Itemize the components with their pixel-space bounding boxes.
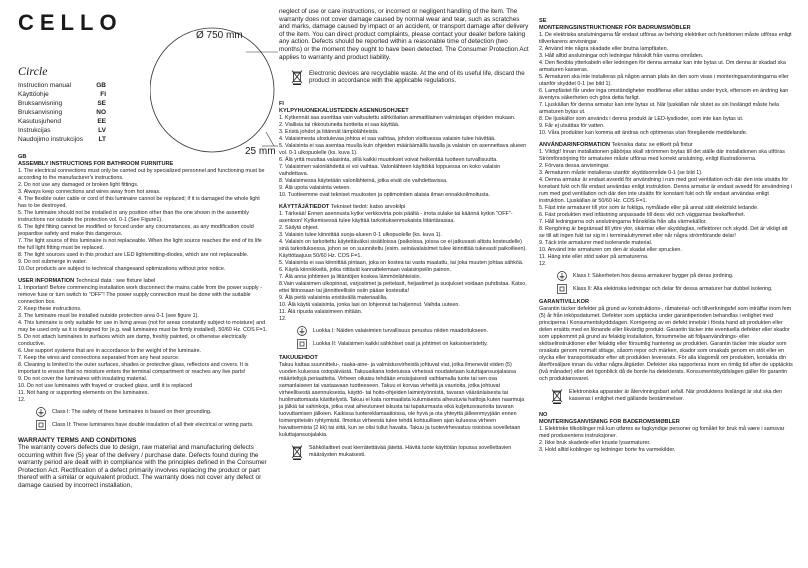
list-item: 5. Do not attach luminaires to surfaces which are damp, freshly painted, or otherwise electrically conductive. [18, 334, 247, 347]
list-item: 6. Lampfästet får under inga omständigheter modifieras eller sättas under tryck, eftersom en ändring kan äventyra säkerheten och göra detta farligt. [539, 88, 789, 101]
list-item: 6. Use support systems that are in accordance to the weight of the luminaire. [18, 348, 202, 354]
user-info-title-se: ANVÄNDARINFORMATION [539, 142, 611, 148]
user-info-list-fi [279, 211, 529, 323]
language-item [18, 126, 106, 135]
class2-row-se [557, 284, 794, 294]
list-item: 10. Våra produkter kan komma att ändras och optimeras utan föregående meddelande. [539, 130, 748, 136]
warranty-title-gb: WARRANTY TERMS AND CONDITIONS [18, 437, 137, 444]
language-label: Instrukcijas [18, 127, 51, 134]
language-code: LT [98, 136, 106, 143]
assembly-list-se [539, 32, 794, 137]
list-item: 4. This luminaire is only suitable for use in living areas (not for areas constantly subject to moisture) and may be used only as it is designed for (e.g. wall luminaires must be firmly installed). 50/60 Hz. COS F=1. [18, 320, 268, 333]
user-info-subtitle-fi: Tekniset tiedot: katso arvokilpi [330, 204, 406, 211]
language-item [18, 135, 106, 144]
brand-logo: CELLO [18, 10, 123, 35]
assembly-title-fi: KYLPYHUONEKALUSTEIDEN ASENNUSOHJEET [279, 108, 409, 115]
language-label: Bruksanvisning [18, 109, 63, 116]
warranty-text-se: Garantin täcker defekter på grund av konstruktions-, råmaterial- och tillverkningsfel som inträffar inom fem (5) år från inköpsdatumet. Defekter som upptäcks under garantiperioden behandlas i enlighet med principerna i Konsumentskyddslagen. Korrigering av en defekt innebär i första hand att produkten eller delen ersätts med en liknande eller likvärdig produkt. Garantin täcker inte eventuella defekter eller skador som uppkommit på grund av felaktig installation, försummelse att följaanvändnings- eller skötselinstruktioner eller felaktig eller försumlig hantering av produkten. Garantin täcker inte skador som orsakats genom normalt slitage, såsom repor och märken, skador som orsakats genom en stöt eller en olycka eller transportskador efter att produkten levererats. För alla klagomål om produkten, kontakta din återförsäljare innan du vidtar några åtgärder. Defekter ska rapporteras inom en rimlig tid efter de upptäckts (två månader) eller det ögonblick då de borde ha detekterats. Konsumentskyddslagen gäller för garantin och produktansvaret. [539, 306, 793, 382]
list-item: 1. The electrical connections must only be carried out by specialized personnel and functioning must be according to the manufacturer's instructions. [18, 168, 265, 181]
class2-text-se: Klass II: Alla elektriska ledningar och delar för dessa armaturer har dubbel isolering. [573, 285, 773, 292]
list-item: 5. Armaturen ska inte installeras på någon annan plats än den som visas i monteringsanvisningarna eller utanför skyddet 0-1 (se bild 1). [539, 74, 789, 87]
list-item: 9. Do not submerge in water. [18, 259, 87, 265]
list-item: 8. The light sources used in this product are LED lightemitting-diodes, which are not replaceable. [18, 252, 249, 258]
list-item: 2. Förvara dessa anvisningar. [539, 163, 610, 169]
class2-text-gb: Class II: These luminaires have double insulation of all their electrical or wiring parts. [52, 421, 254, 428]
list-item: 4. Den flexibla ytterkabeln eller ledningen för denna armatur kan inte bytas ut. Om denna är skadad ska armaturen kasseras. [539, 60, 786, 73]
list-item: 11. Not hang or supporting elements on the luminaires. [18, 390, 149, 396]
section-code-fi: FI [279, 101, 284, 108]
section-code-no: NO [539, 412, 548, 418]
list-item: 10. Do not use luminaires with frayed or cracked glass, until it is replaced [18, 383, 193, 389]
list-item: 7. The light source of this luminaire is not replaceable. When the light source reaches the end of its life the full light fitting must be replaced. [18, 238, 262, 251]
language-code: LV [98, 127, 106, 134]
diameter-label: Ø 750 mm [196, 30, 243, 41]
assembly-title-gb: ASSEMBLY INSTRUCTIONS FOR BATHROOM FURNITURE [18, 161, 174, 167]
list-item: 9. Älä peitä valaisinta eristävällä materiaalilla. [279, 295, 388, 302]
class1-row-gb [36, 407, 268, 417]
class1-row-se [557, 271, 794, 281]
ground-class1-icon [36, 407, 46, 417]
list-item: 2. Keep these instructions. [18, 306, 82, 312]
recycle-text-fi: Sähkölaitteet ovat kierrätettävää jätettä. Hävitä tuote käyttöiän lopussa sovellettavien määräysten mukaisesti. [309, 445, 512, 459]
language-label: Bruksanvisning [18, 100, 63, 107]
list-item: 1. Elektriske tilkoblinger må kun utføres av fagkyndige personer og fomålet for bruk må være i samsvar med produsentens instruksjoner. [539, 426, 785, 439]
list-item: 7. Valaisimen valonlähdettä ei voi vaihtaa. Valonlähteen käyttöikä loppuessa on koko valaisin vaihdettava. [279, 164, 501, 178]
list-item: 12. [279, 316, 287, 323]
list-item: 2. Do not use any damaged or broken light fittings. [18, 182, 139, 188]
language-label: Käyttöohje [18, 91, 49, 98]
recycle-row-gb [291, 69, 529, 85]
user-info-title-gb: USER INFORMATION [18, 278, 75, 284]
list-item: 1. Kytkennät saa suorittaa vain valtuutettu sähkölaitan ammattilainen valmistajan ohjeiden mukaan. [279, 115, 516, 122]
class1-text-gb: Class I: The safety of these luminaires is based on their grounding. [52, 408, 212, 415]
recycle-text-gb: Electronic devices are recyclable waste. At the end of its useful life, discard the product in accordance with the applicable regulations. [309, 69, 525, 85]
list-item: 4. Denna armatur är endast avsedd för användning i rum med god ventilation och där den inte utsätts för konstant fukt och får endast användas enligt instruktion. Denna armatur är endast avsedd för användning i rum med god ventilation och där den inte utsätts för konstant fukt och får endast användas enligt instruktion. Ljuskällan är 50/60 Hz. COS F=1. [539, 177, 793, 204]
list-item: 7. Håll ledningarna och anslutningarna frånskilda från alla värmekällor. [539, 219, 707, 225]
list-item: 3. Hold alltid koblinger og ledninger borte fra varmekilder. [539, 447, 676, 453]
list-item: 6. Käytä kiinnikkeitä, jotka riittävät kannattelemaan valaisinpeilin painon. [279, 267, 452, 274]
crossed-bin-icon [291, 69, 303, 85]
assembly-title-no: MONTERINGSANVISNING FOR BADEROMSMØBLER [539, 419, 680, 425]
list-item: 6. Älä yritä muuttaa valaisinta, sillä kaikki muutokset voivat heikentää tuotteen turvallisuutta. [279, 157, 498, 164]
assembly-list-no [539, 426, 794, 454]
list-item: 8. Valaisimessa käytetään valonlähteinä, jotka eivät ole vaihdettavissa. [279, 178, 448, 185]
list-item: 5. Valaisinta ei saa asentaa muulla kuin ohjeiden määräämällä tavalla ja valaisin on asennettava alueen vol. 0-1 ulkopuolelle (ks. kuva 1). [279, 143, 527, 157]
list-item: 1. Important! Before commencing installation work disconnect the mains cable from the power supply - remove fuse or turn switch to "OFF"! The power supply connection must be done with the suitable connection box. [18, 285, 262, 305]
list-item: 1. De elektriska anslutningarna får endast utföras av behörig elektriker och funktionen måste utföras enligt tillverkarens anvisningar. [539, 32, 792, 45]
warranty-continued-gb: neglect of use or care instructions, or incorrect or negligent handling of the item. The warranty does not cover damage caused by normal wear and tear, such as scratches and marks, damage caused by impact or an accident, or transport damage after delivery of the item. You can direct product complaints, please contact your dealer before taking any action. Defects should be reported within a reasonable time of detection (two months) or the moment they ought to have been detected. The Consumer Protection Act applies to warranty and product liability. [279, 8, 529, 61]
list-item: 3. Valaisin tulee kiinnittää suoja-alueen 0-1 ulkopuolelle (ks. kuva 1). [279, 232, 442, 239]
mirror-outline [150, 28, 274, 152]
recycle-row-se [551, 388, 794, 404]
list-item: 2. Säilytä ohjeet. [279, 225, 319, 232]
list-item: 7. Ljuskällan för denna armatur kan inte bytas ut. När ljuskällan når slutet av sin livslängd måste hela armaturen bytas ut. [539, 102, 780, 115]
column-3 [539, 8, 794, 454]
user-info-list-se [539, 149, 794, 268]
list-item: 1. Tärkeää! Ennen asennusta kytke verkkovirta pois päältä - irrota sulake tai käännä kytkin "OFF"-asentoon! Kytkemisessä tulee käyttää tarkoituksenmukaista liitäntärasiaa. [279, 211, 513, 225]
list-item: 10.Our products are subject to technical changesand optimizations without prior notice. [18, 266, 226, 272]
language-item [18, 81, 106, 90]
list-item: 3. Armaturen måste installeras utanför skyddsområde 0-1 (se bild 1). [539, 170, 703, 176]
list-item: 2. Viallisia tai rikkoutuneita tuotteita ei saa käyttää. [279, 122, 400, 129]
warranty-text-fi: Takuu kattaa suunnittelu-, raaka-aine- ja valmistusvirheistä johtuvat viat, jotka ilmenevät viiden (5) vuoden kuluessa ostopäivästä. Takuuaikana todetuissa virheissä noudatetaan kuluttajansuojalaissa määriteltyjä periaatteita. Virheen oikaisu tehdään ensisijaisesti vaihtamalla tuote tai sen osa samanlaiseen tai vastaavaan tuotteeseen. Takuu ei korvaa virheitä ja vaurioita, jotka johtuvat virheellisestä asennuksesta, käyttö- tai hoito-ohjeiden laiminlyönnistä, tavaran vääränlaisesta tai huolimattomasta käsittelystä. Takuu ei kata normaalista kulumisesta aiheutuvia haittoja kuten naarmuja ja jälkiä tai vahinkoja, jotka ovat aiheutuneet iskusta tai tapaturmasta eikä kuljetusvaurioita tavaran luovuttamisen jälkeen. Kaikissa tuotereklamaatioissa, ole hyvä ja ota yhteyttä jälleenmyyjään ennen toimenpiteisiin ryhtymistä. Ilmoitus virheestä tulee tehdä kohtuullisen ajan kuluessa virheen havaitsemista (2 kk) tai siitä, kun se olisi tullut havaita. Takuu ja tuotevirhevastuu osioissa sovelletaan kuluttajansuojalakia. [279, 362, 525, 439]
depth-leader [266, 132, 274, 146]
assembly-list-gb [18, 168, 268, 273]
list-item: 6. Fäst produkten med infästning anpassade till dess vikt och väggarnas beskaffenhet. [539, 212, 746, 218]
list-item: 8. Rengöring är begränsad till yttre ytor, skärmar eller skyddsglas, reflektorer och skydd. Det är viktigt att se till att ingen fukt tar sig in i terminalutrymmet eller når några strömförande delar! [539, 226, 788, 239]
user-info-heading-gb [18, 278, 268, 285]
user-info-title-fi: KÄYTTÄJÄTIEDOT [279, 204, 330, 211]
list-item: 7. Keep the wires and connections separated from any heat source. [18, 355, 180, 361]
list-item: 2. Använd inte några skadade eller brutna lampfästen. [539, 46, 669, 52]
language-code: EE [97, 118, 106, 125]
language-code: GB [96, 82, 106, 89]
depth-label: 25 mm [245, 146, 276, 157]
ground-class1-icon [297, 326, 307, 336]
language-item [18, 99, 106, 108]
ground-class1-icon [557, 271, 567, 281]
column-2 [279, 8, 529, 460]
list-item: 10. Älä käytä valaisinta, jonka lasi on lohjennut tai haljennut. Vaihda uuteen. [279, 302, 460, 309]
section-code-gb: GB [18, 154, 27, 160]
language-code: SE [97, 100, 106, 107]
list-item: 3. The luminaire must be installed outside protection area 0-1 (see figure 1). [18, 313, 199, 319]
section-code-se: SE [539, 18, 547, 24]
user-info-heading-fi [279, 204, 529, 211]
language-label: Naudojimo instrukcijos [18, 136, 84, 143]
warranty-title-se: GARANTIVILLKOR [539, 299, 590, 305]
double-insulation-icon [557, 284, 567, 294]
class1-text-se: Klass I: Säkerheten hos dessa armaturer bygger på deras jordning. [573, 272, 734, 279]
list-item: 12. [18, 397, 26, 403]
user-info-heading-se [539, 142, 794, 149]
list-item: 3. Håll alltid anslutningar och ledningar frånskilt från varma områden. [539, 53, 704, 59]
class2-row-gb [36, 420, 268, 430]
language-item [18, 108, 106, 117]
crossed-bin-icon [291, 444, 303, 460]
class1-text-fi: Luokka I: Näiden valaisimien turvallisuus perustuu niiden maadoitukseen. [313, 327, 488, 334]
language-item [18, 117, 106, 126]
list-item: 9. Täck inte armaturer med isolerande material. [539, 240, 653, 246]
class2-text-fi: Luokka II: Valaisimen kaikki sähköiset osat ja johtimet on kaksoiseristetty. [313, 340, 488, 347]
user-info-subtitle-se: Tekniska data: se etikett på fixtur [611, 142, 693, 148]
language-code: NO [96, 109, 106, 116]
class1-row-fi [297, 326, 529, 336]
user-info-subtitle-gb: Technical data : see fixture label [75, 278, 156, 284]
product-name: Circle [18, 64, 48, 78]
assembly-title-se: MONTERINGSINSTRUKTIONER FÖR BADRUMSMÖBLER [539, 25, 691, 31]
list-item: 4. Valaisimesta ulostulevaa johtoa ei saa vaihtaa, johdon vioittuessa valaisin tulee hävittää. [279, 136, 496, 143]
recycle-text-se: Elektroniska apparater är återvinningsbart avfall. När produktens livslängd är slut ska den kasseras i enlighet med gällande bestämmelser. [569, 389, 783, 402]
list-item: 1. Viktigt! Innan installationen påbörjas skall strömmen brytas till det ställe där installationen ska utföras Strömförsörjning för armaturen måste utföras med korrekt anslutning, enligt illustrationerna. [539, 149, 785, 162]
assembly-list-fi [279, 115, 529, 199]
list-item: 12. [539, 261, 547, 267]
list-item: 11. Älä ripusta valaisimeen mitään. [279, 309, 363, 316]
list-item: 5. Valaisinta ei saa kiinnittää pintaan, joka on kostea tai vasta maalattu, tai joka muuten johtaa sähköä. [279, 260, 524, 267]
language-label: Kasutusjuhend [18, 118, 62, 125]
list-item: 10. Använd inte armaturen om den är skadat eller sprucken. [539, 247, 682, 253]
list-item: 7. Älä anna johtimien ja liitäntöjen koskea lämmönlähteisiin. [279, 274, 422, 281]
list-item: 6. The light fitting cannot be modified or forced under any circumstances, as any modification could jeopardise safety and make this dangerous. [18, 224, 254, 237]
list-item: 3. Always keep connections and wires away from hot areas. [18, 189, 161, 195]
double-insulation-icon [297, 339, 307, 349]
user-info-list-gb [18, 285, 268, 404]
list-item: 4. The flexible outer cable or cord of this luminaire cannot be replaced; if it is damaged the whole light has to be destroyed. [18, 196, 260, 209]
list-item: 5. Fäst inte armaturer till ytor som är fuktiga, nymålade eller på annat sätt elektriskt ledande. [539, 205, 759, 211]
list-item: 11. Häng inte eller stöd saker på armaturerna. [539, 254, 649, 260]
list-item: 8. Cleaning is limited to the outer surfaces, shades or protective glass, reflectors and covers. It is important to ensure that no moisture enters the terminal compartment or reaches any live parts! [18, 362, 249, 375]
list-item: 8. De ljuskällor som används i denna produkt är LED-lysdioder, som inte kan bytas ut. [539, 116, 744, 122]
class2-row-fi [297, 339, 529, 349]
warranty-title-fi: TAKUUEHDOT [279, 355, 318, 362]
list-item: 9. Älä upota valaisinta veteen. [279, 185, 351, 192]
list-item: 2. Ikke bruk skadede eller knuste lysarmaturer. [539, 440, 651, 446]
language-item [18, 90, 106, 99]
warranty-text-gb: The warranty covers defects due to design, raw material and manufacturing defects occurring within five (5) year of the delivery / purchase date. Defects found during the warranty period are dealt with in compliance with the principles defined in the Consumer Protection Act. Rectification of a defect primarily involves replacing the product or part thereof with a similar or equivalent product. The warranty does not cover any defect or damage caused by incorrect installation, [18, 444, 267, 489]
language-label: Instruction manual [18, 82, 72, 89]
mirror-drawing [150, 20, 290, 160]
list-item: 5. The luminaire should not be installed in any position other than the one shown in the assembly instructions nor outside the protection vol. 0-1 (See Figure1). [18, 210, 249, 223]
list-item: 9. Do not cover the luminaires with insulating material. [18, 376, 148, 382]
list-item: 9. Får ej utsättas för vatten. [539, 123, 605, 129]
list-item: 4. Valaisin on tarkoitettu käytettäväksi sisätiloissa (paikoissa, joissa ce ei jatkuvasti altistu kosteudelle) sinä tarkoituksessa, johon se on suunniteltu (esim. seinävalaisimet tulee kiinnittää tukevasti paikoilleen). Käyttötaajuus 50/60 Hz. COS F=1. [279, 239, 527, 260]
language-code: FI [100, 91, 106, 98]
list-item: 8.Vain valaisimen ulkopinnat, varjostimet ja peitelasit, heijastimet ja suojukset voidaan puhdistaa. Katso, ettei liitinosaan tai jännitteellisiin osiin pääse kosteutta! [279, 281, 527, 295]
list-item: 3. Eristä johdot ja liitännät lämpölähteistä. [279, 129, 379, 136]
list-item: 10. Tuotteemme ovat tekniset muutosten ja optimointien alaisia ilman ennakkoilmoitusta. [279, 192, 490, 199]
crossed-bin-icon [551, 388, 563, 404]
double-insulation-icon [36, 420, 46, 430]
recycle-row-fi [291, 444, 529, 460]
